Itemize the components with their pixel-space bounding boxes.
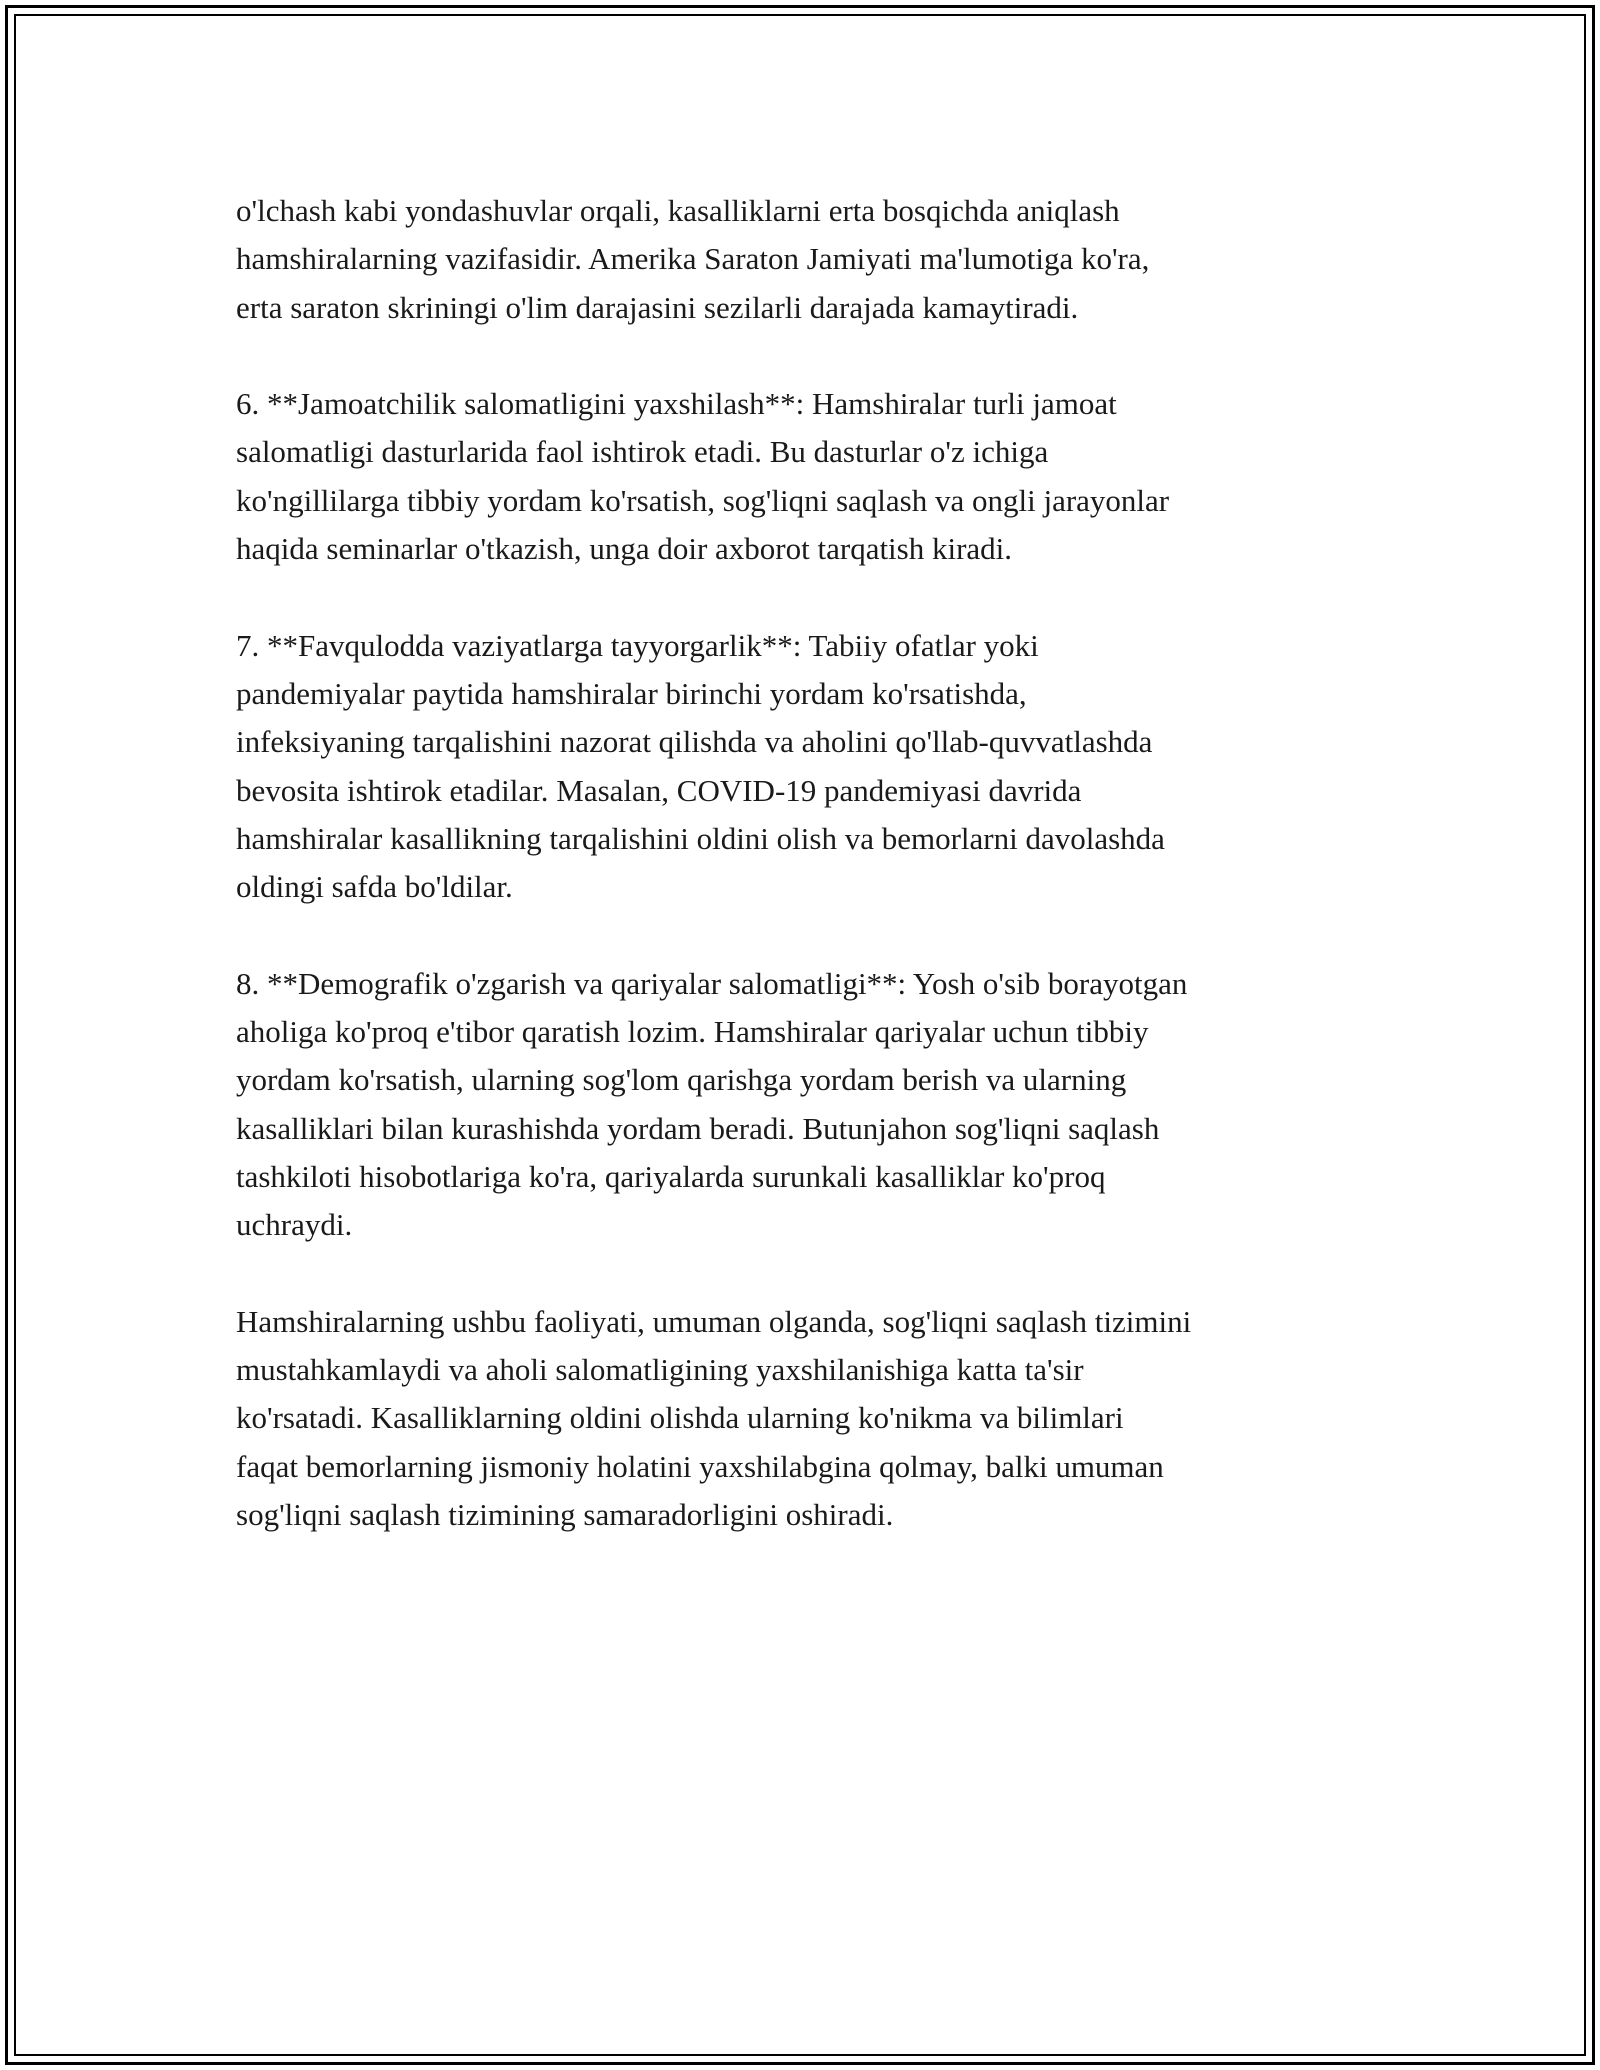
paragraph-screening xyxy=(236,187,1386,332)
text-line: hamshiralarning vazifasidir. Amerika Saraton Jamiyati ma'lumotiga ko'ra, xyxy=(236,241,1150,277)
text-line: 7. **Favqulodda vaziyatlarga tayyorgarlik**: Tabiiy ofatlar yoki xyxy=(236,627,1039,663)
document-body xyxy=(236,187,1386,1588)
paragraph-item-8 xyxy=(236,960,1386,1250)
text-line: 8. **Demografik o'zgarish va qariyalar salomatligi**: Yosh o'sib borayotgan xyxy=(236,965,1188,1001)
text-line: o'lchash kabi yondashuvlar orqali, kasalliklarni erta bosqichda aniqlash xyxy=(236,193,1120,228)
text-line: oldingi safda bo'ldilar. xyxy=(236,869,513,905)
paragraph-conclusion xyxy=(236,1298,1386,1539)
text-line: faqat bemorlarning jismoniy holatini yaxshilabgina qolmay, balki umuman xyxy=(236,1448,1164,1484)
text-line: ko'rsatadi. Kasalliklarning oldini olishda ularning ko'nikma va bilimlari xyxy=(236,1400,1124,1436)
text-line: pandemiyalar paytida hamshiralar birinchi yordam ko'rsatishda, xyxy=(236,675,1027,711)
text-line: yordam ko'rsatish, ularning sog'lom qarishga yordam berish va ularning xyxy=(236,1062,1127,1098)
text-line: salomatligi dasturlarida faol ishtirok etadi. Bu dasturlar o'z ichiga xyxy=(236,434,1049,470)
text-line: tashkiloti hisobotlariga ko'ra, qariyalarda surunkali kasalliklar ko'proq xyxy=(236,1158,1106,1194)
text-line: infeksiyaning tarqalishini nazorat qilishda va aholini qo'llab-quvvatlashda xyxy=(236,724,1153,760)
text-line: mustahkamlaydi va aholi salomatligining yaxshilanishiga katta ta'sir xyxy=(236,1352,1084,1388)
paragraph-item-7 xyxy=(236,622,1386,912)
text-line: bevosita ishtirok etadilar. Masalan, COVID-19 pandemiyasi davrida xyxy=(236,772,1082,808)
text-line: ko'ngillilarga tibbiy yordam ko'rsatish, sog'liqni saqlash va ongli jarayonlar xyxy=(236,482,1170,518)
paragraph-item-6 xyxy=(236,380,1386,573)
text-line: uchraydi. xyxy=(236,1207,353,1243)
text-line: kasalliklari bilan kurashishda yordam beradi. Butunjahon sog'liqni saqlash xyxy=(236,1110,1160,1146)
text-line: haqida seminarlar o'tkazish, unga doir axborot tarqatish kiradi. xyxy=(236,531,1013,567)
text-line: 6. **Jamoatchilik salomatligini yaxshilash**: Hamshiralar turli jamoat xyxy=(236,386,1117,422)
text-line: aholiga ko'proq e'tibor qaratish lozim. Hamshiralar qariyalar uchun tibbiy xyxy=(236,1014,1149,1050)
text-line: sog'liqni saqlash tizimining samaradorligini oshiradi. xyxy=(236,1497,894,1533)
text-line: Hamshiralarning ushbu faoliyati, umuman olganda, sog'liqni saqlash tizimini xyxy=(236,1303,1192,1339)
text-line: hamshiralar kasallikning tarqalishini oldini olish va bemorlarni davolashda xyxy=(236,820,1165,856)
text-line: erta saraton skriningi o'lim darajasini sezilarli darajada kamaytiradi. xyxy=(236,289,1079,325)
